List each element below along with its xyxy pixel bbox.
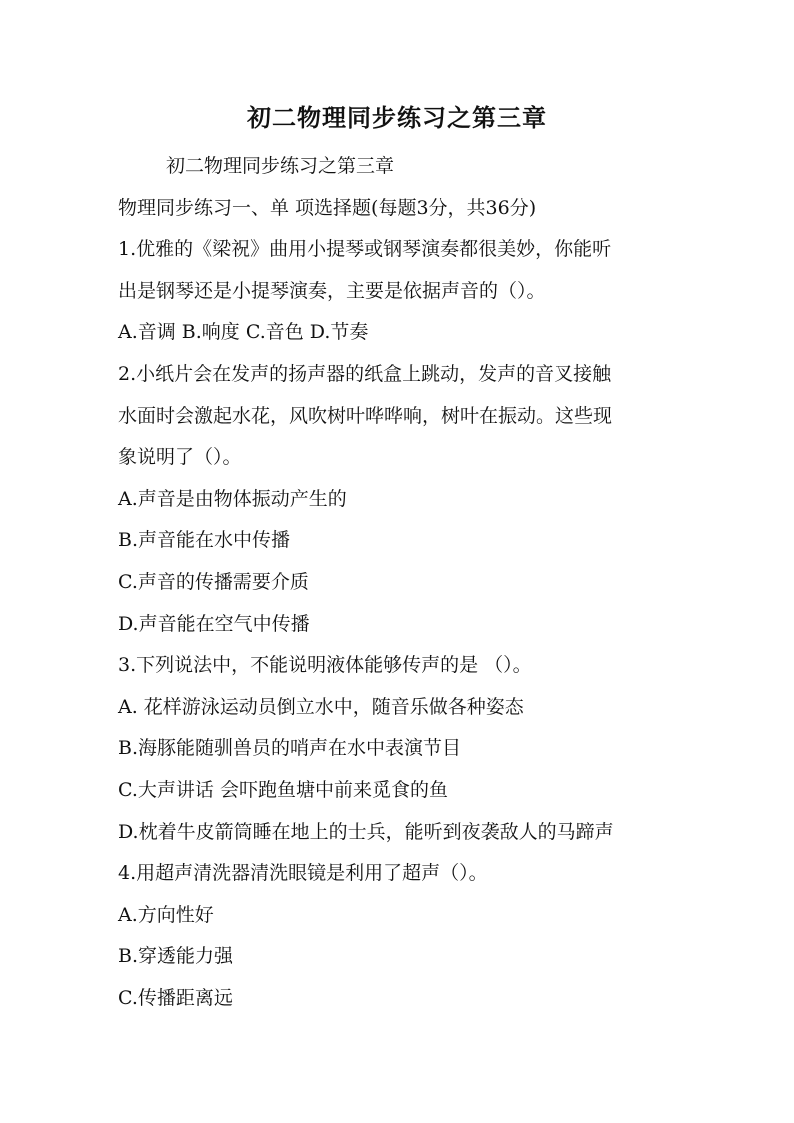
question-3-option-c: C.大声讲话 会吓跑鱼塘中前来觅食的鱼 — [118, 778, 448, 801]
question-2-option-a: A.声音是由物体振动产生的 — [118, 487, 347, 510]
question-2-stem-line-3: 象说明了（）。 — [118, 446, 242, 469]
document-subtitle: 初二物理同步练习之第三章 — [166, 155, 395, 177]
question-2-option-c: C.声音的传播需要介质 — [118, 570, 309, 593]
section-heading: 物理同步练习一、单 项选择题(每题3分，共36分) — [118, 196, 537, 219]
question-3-stem: 3.下列说法中，不能说明液体能够传声的是 （）。 — [118, 654, 532, 677]
question-2-stem-line-2: 水面时会激起水花，风吹树叶哗哗响，树叶在振动。这些现 — [118, 404, 613, 427]
document-title: 初二物理同步练习之第三章 — [247, 103, 547, 132]
question-4-option-a: A.方向性好 — [118, 903, 214, 926]
question-3-option-d: D.枕着牛皮箭筒睡在地上的士兵，能听到夜袭敌人的马蹄声 — [118, 820, 614, 843]
question-3-option-a: A. 花样游泳运动员倒立水中，随音乐做各种姿态 — [118, 695, 524, 718]
question-1-stem-line-2: 出是钢琴还是小提琴演奏，主要是依据声音的（）。 — [118, 279, 546, 302]
question-2-option-d: D.声音能在空气中传播 — [118, 612, 310, 635]
question-4-stem: 4.用超声清洗器清洗眼镜是利用了超声（）。 — [118, 862, 488, 885]
question-3-option-b: B.海豚能随驯兽员的哨声在水中表演节目 — [118, 737, 462, 760]
question-2-stem-line-1: 2.小纸片会在发声的扬声器的纸盒上跳动，发声的音叉接触 — [118, 362, 612, 385]
question-1-options: A.音调 B.响度 C.音色 D.节奏 — [118, 321, 369, 344]
document-body — [118, 146, 688, 1019]
question-4-option-b: B.穿透能力强 — [118, 945, 234, 968]
question-1-stem-line-1: 1.优雅的《梁祝》曲用小提琴或钢琴演奏都很美妙，你能听 — [118, 238, 612, 261]
question-4-option-c: C.传播距离远 — [118, 986, 233, 1009]
question-2-option-b: B.声音能在水中传播 — [118, 529, 291, 552]
